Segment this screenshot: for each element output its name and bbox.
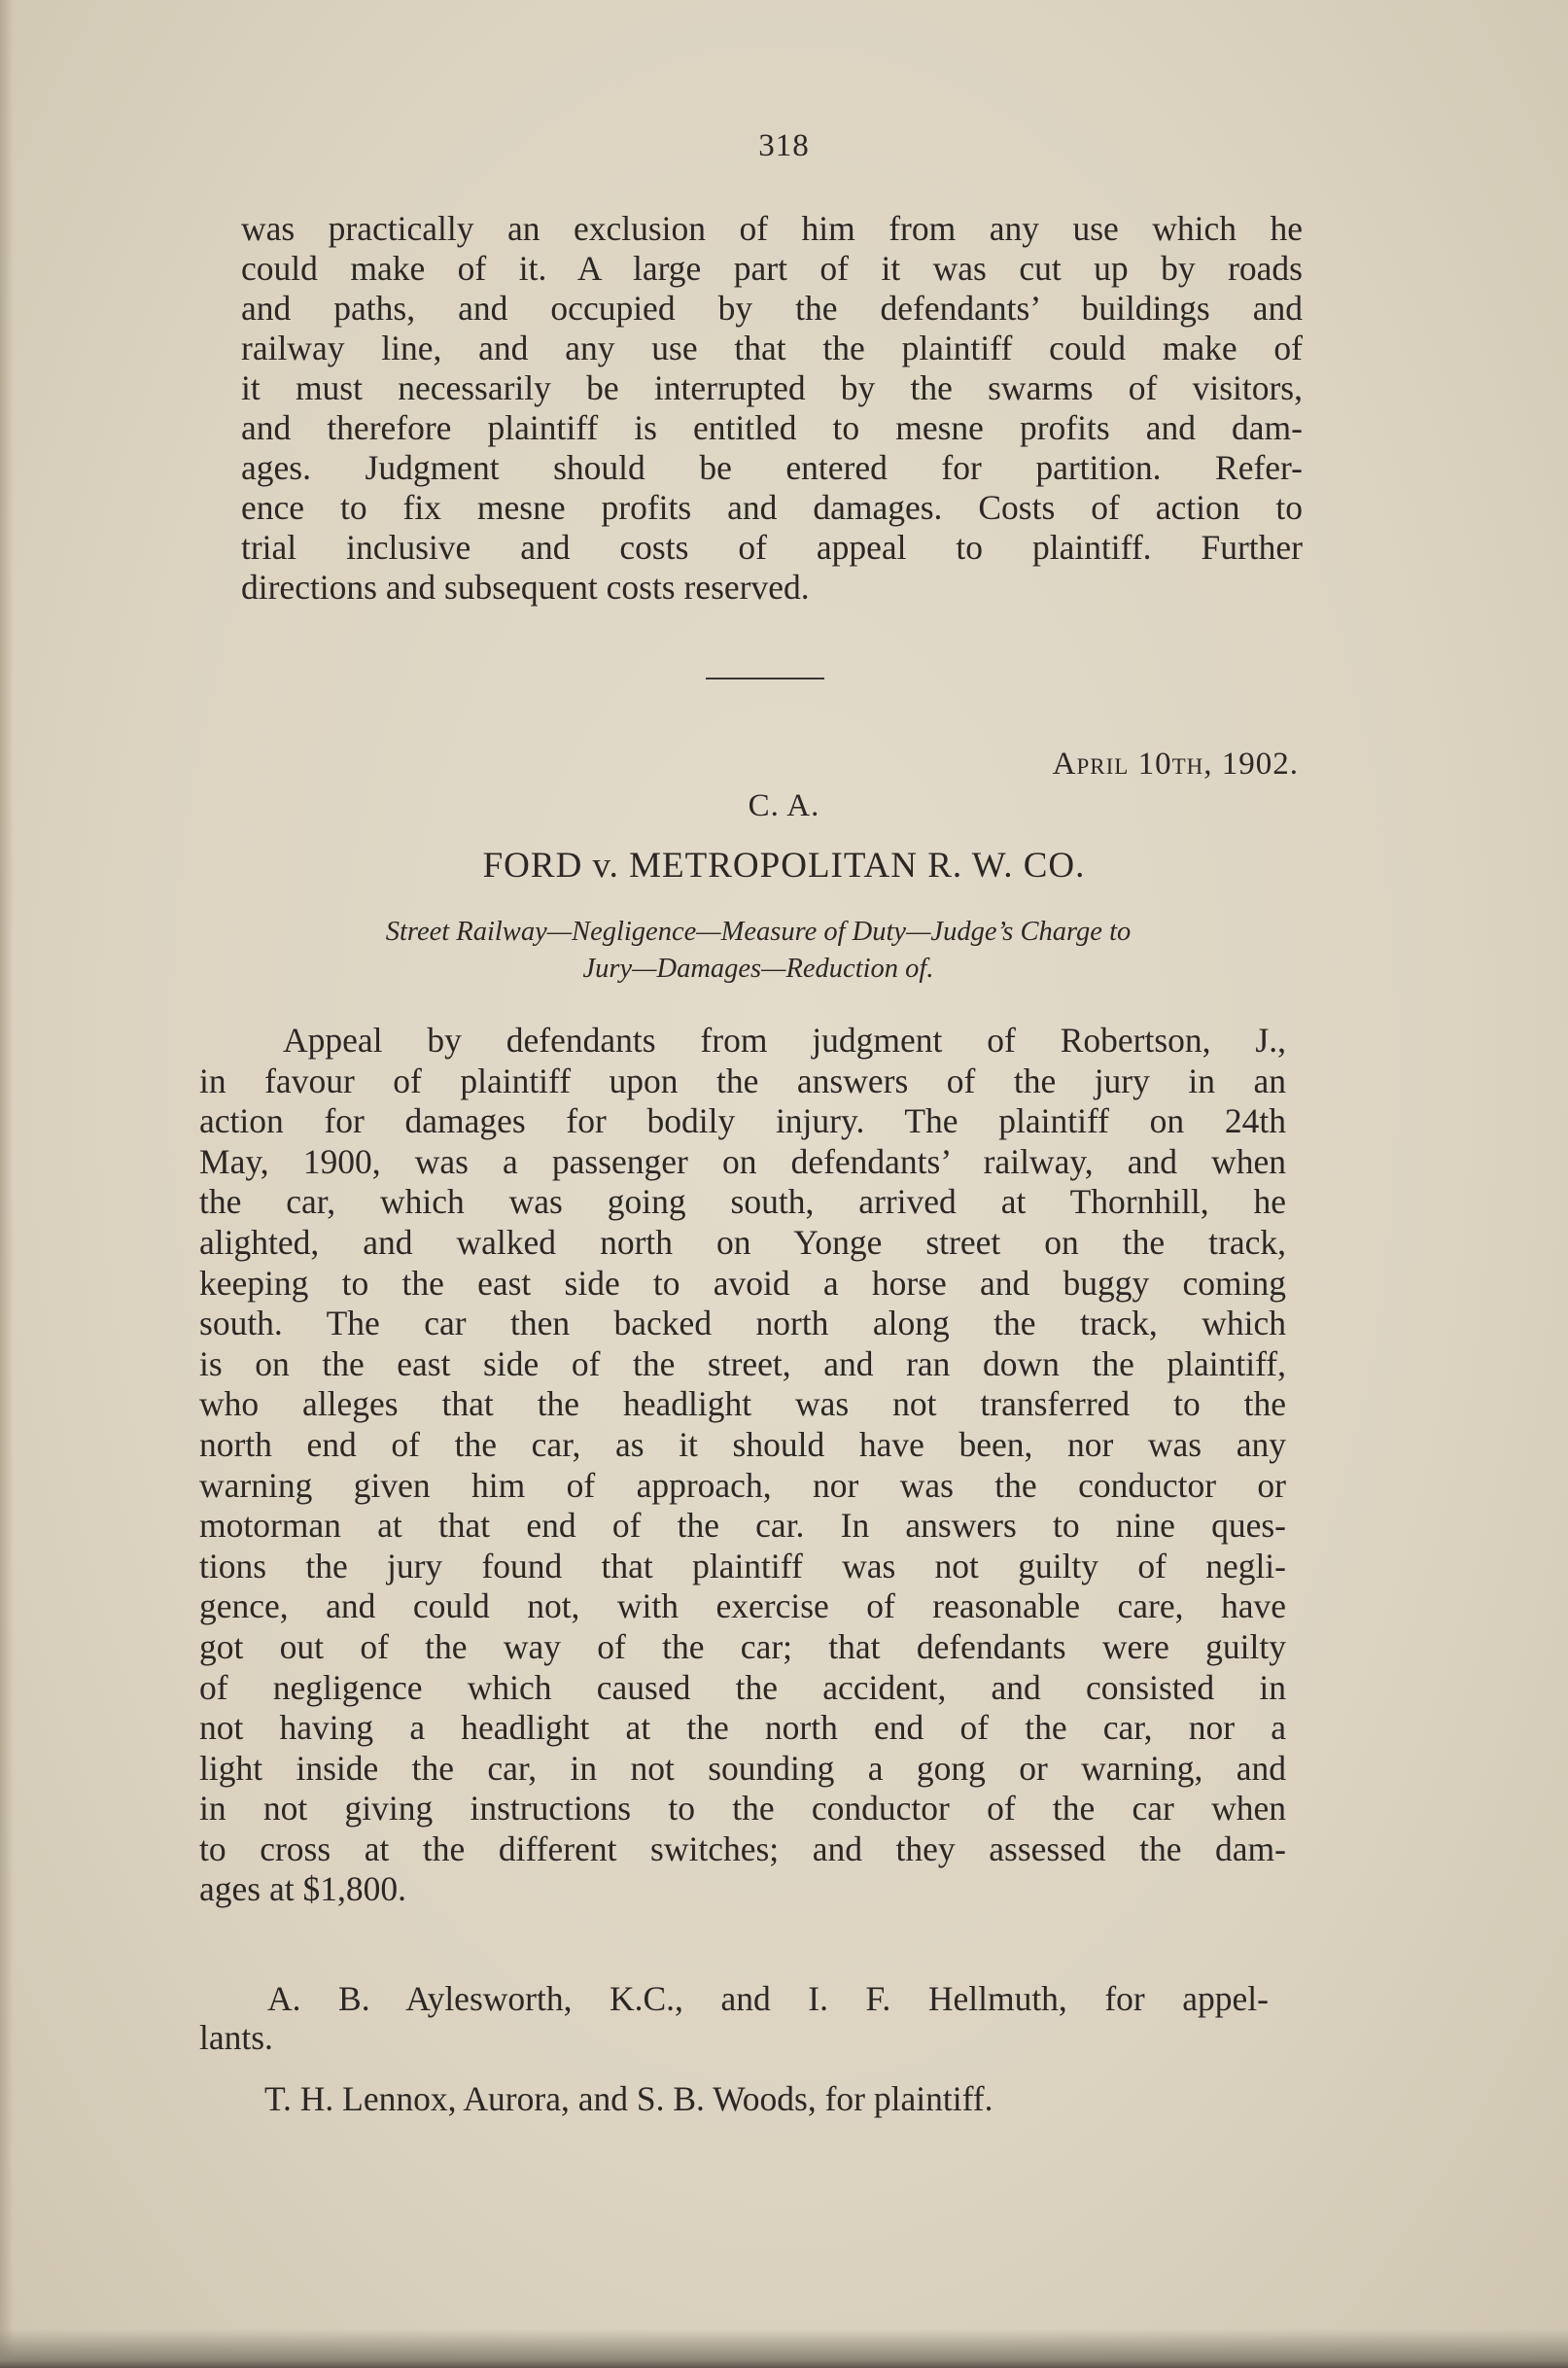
text-line: May, 1900, was a passenger on defendants’ railway, and when [199, 1141, 1286, 1181]
text-line: gence, and could not, with exercise of reasonable care, have [199, 1586, 1286, 1626]
text-line: was practically an exclusion of him from any use which he [241, 209, 1303, 248]
counsel-appellants [199, 1979, 1269, 2057]
text-line: could make of it. A large part of it was cut up by roads [241, 249, 1303, 288]
text-line: in not giving instructions to the conductor of the car when [199, 1789, 1286, 1828]
headnote-line: Street Railway—Negligence—Measure of Duty—Judge’s Charge to [385, 917, 1132, 947]
text-line: is on the east side of the street, and ran down the plaintiff, [199, 1343, 1286, 1383]
text-line: trial inclusive and costs of appeal to plaintiff. Further [241, 528, 1303, 567]
text-line: to cross at the different switches; and they assessed the dam- [199, 1828, 1286, 1868]
text-line: it must necessarily be interrupted by the swarms of visitors, [241, 368, 1303, 407]
section-divider [706, 678, 824, 679]
counsel-plaintiff: T. H. Lennox, Aurora, and S. B. Woods, for plaintiff. [264, 2079, 993, 2118]
text-line: tions the jury found that plaintiff was not guilty of negli- [199, 1546, 1286, 1585]
text-line: ence to fix mesne profits and damages. Costs of action to [241, 488, 1303, 527]
text-line: ages. Judgment should be entered for partition. Refer- [241, 448, 1303, 487]
text-line: Appeal by defendants from judgment of Robertson, J., [283, 1021, 1286, 1060]
text-line: keeping to the east side to avoid a horse and buggy coming [199, 1263, 1286, 1303]
text-line: who alleges that the headlight was not transferred to the [199, 1384, 1286, 1424]
text-line: not having a headlight at the north end of the car, nor a [199, 1708, 1286, 1748]
text-line: motorman at that end of the car. In answers to nine ques- [199, 1506, 1286, 1546]
text-line: north end of the car, as it should have been, nor was any [199, 1424, 1286, 1464]
headnote [224, 914, 1293, 988]
text-line: ages at $1,800. [199, 1869, 406, 1909]
text-line: and paths, and occupied by the defendants’ buildings and [241, 289, 1303, 328]
text-line: lants. [199, 2018, 273, 2057]
court-designation: C. A. [748, 788, 820, 823]
case-summary [199, 1021, 1286, 1910]
text-line: of negligence which caused the accident, and consisted in [199, 1667, 1286, 1707]
text-line: directions and subsequent costs reserved. [241, 568, 810, 607]
text-line: south. The car then backed north along the track, which [199, 1304, 1286, 1343]
text-line: light inside the car, in not sounding a gong or warning, and [199, 1748, 1286, 1788]
case-date: April 10th, 1902. [1052, 747, 1299, 782]
text-line: the car, which was going south, arrived at Thornhill, he [199, 1182, 1286, 1222]
text-line: alighted, and walked north on Yonge street on the track, [199, 1222, 1286, 1262]
continued-paragraph [241, 209, 1303, 608]
text-line: A. B. Aylesworth, K.C., and I. F. Hellmuth, for appel- [267, 1979, 1269, 2018]
headnote-line: Jury—Damages—Reduction of. [582, 954, 934, 984]
text-line: and therefore plaintiff is entitled to mesne profits and dam- [241, 408, 1303, 447]
case-title: FORD v. METROPOLITAN R. W. CO. [482, 846, 1086, 886]
text-line: railway line, and any use that the plaintiff could make of [241, 329, 1303, 367]
text-line: warning given him of approach, nor was the conductor or [199, 1465, 1286, 1505]
page-number: 318 [758, 128, 810, 163]
text-line: action for damages for bodily injury. The plaintiff on 24th [199, 1101, 1286, 1141]
text-line: got out of the way of the car; that defendants were guilty [199, 1626, 1286, 1666]
text-line: in favour of plaintiff upon the answers of the jury in an [199, 1061, 1286, 1100]
